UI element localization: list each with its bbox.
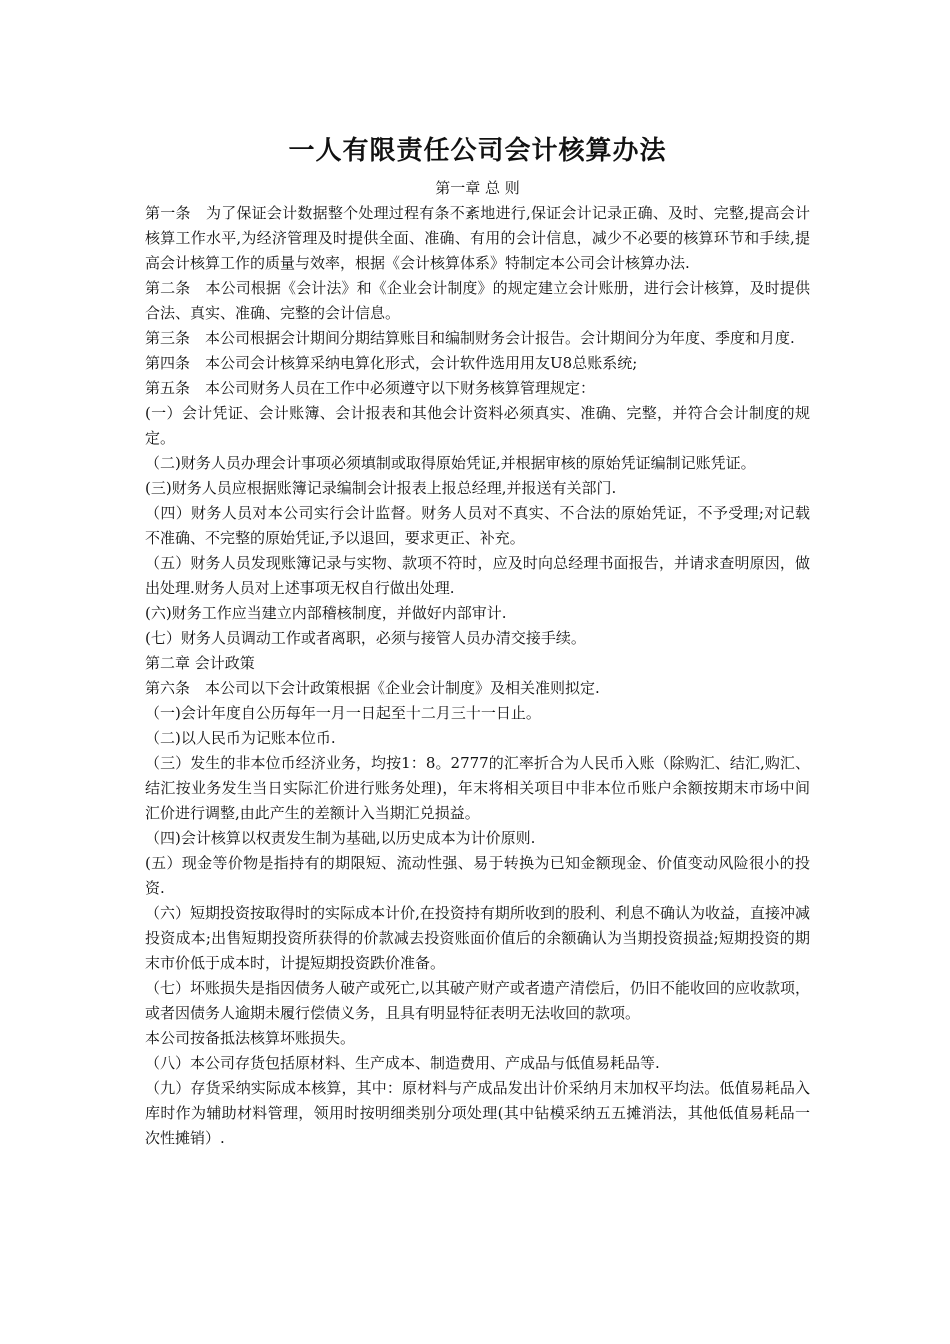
paragraph: 第一条 为了保证会计数据整个处理过程有条不紊地进行,保证会计记录正确、及时、完整,提高会计核算工作水平,为经济管理及时提供全面、准确、有用的会计信息，减少不必要的核算环节和手续,提高会计核算工作的质量与效率，根据《会计核算体系》特制定本公司会计核算办法.: [145, 204, 810, 272]
paragraph: （九）存货采纳实际成本核算，其中：原材料与产成品发出计价采纳月末加权平均法。低值易耗品入库时作为辅助材料管理，领用时按明细类别分项处理(其中钻模采纳五五摊消法，其他低值易耗品一次性摊销）.: [145, 1079, 810, 1147]
paragraph: （七）坏账损失是指因债务人破产或死亡,以其破产财产或者遗产清偿后，仍旧不能收回的应收款项，或者因债务人逾期未履行偿债义务，且具有明显特征表明无法收回的款项。: [145, 979, 810, 1022]
paragraph: 第五条 本公司财务人员在工作中必须遵守以下财务核算管理规定：: [145, 379, 596, 397]
chapter-heading: 第一章 总 则: [435, 179, 520, 197]
document-body: [145, 201, 810, 1151]
paragraph: 本公司按备抵法核算坏账损失。: [145, 1029, 356, 1047]
paragraph: （二)财务人员办理会计事项必须填制或取得原始凭证,并根据审核的原始凭证编制记账凭证。: [145, 454, 756, 472]
paragraph: (一）会计凭证、会计账簿、会计报表和其他会计资料必须真实、准确、完整，并符合会计制度的规定。: [145, 404, 810, 447]
paragraph: （二)以人民币为记账本位币.: [145, 729, 336, 747]
paragraph: （八）本公司存货包括原材料、生产成本、制造费用、产成品与低值易耗品等.: [145, 1054, 660, 1072]
document-page: [145, 128, 810, 1151]
paragraph: 第四条 本公司会计核算采纳电算化形式，会计软件选用用友U8总账系统;: [145, 354, 638, 372]
paragraph: 第二章 会计政策: [145, 654, 255, 672]
paragraph: （四）财务人员对本公司实行会计监督。财务人员对不真实、不合法的原始凭证，不予受理;对记载不准确、不完整的原始凭证,予以退回，要求更正、补充。: [145, 504, 810, 547]
paragraph: 第二条 本公司根据《会计法》和《企业会计制度》的规定建立会计账册，进行会计核算，及时提供合法、真实、准确、完整的会计信息。: [145, 279, 810, 322]
paragraph: （六）短期投资按取得时的实际成本计价,在投资持有期所收到的股利、利息不确认为收益，直接冲减投资成本;出售短期投资所获得的价款减去投资账面价值后的余额确认为当期投资损益;短期投资的期末市价低于成本时，计提短期投资跌价准备。: [145, 904, 810, 972]
paragraph: （四)会计核算以权责发生制为基础,以历史成本为计价原则.: [145, 829, 536, 847]
paragraph: 第六条 本公司以下会计政策根据《企业会计制度》及相关准则拟定.: [145, 679, 600, 697]
paragraph: (三)财务人员应根据账簿记录编制会计报表上报总经理,并报送有关部门.: [145, 479, 617, 497]
paragraph: 第三条 本公司根据会计期间分期结算账目和编制财务会计报告。会计期间分为年度、季度和月度.: [145, 329, 795, 347]
paragraph: （五）财务人员发现账簿记录与实物、款项不符时，应及时向总经理书面报告，并请求查明原因，做出处理.财务人员对上述事项无权自行做出处理.: [145, 554, 810, 597]
document-title: 一人有限责任公司会计核算办法: [288, 136, 667, 166]
paragraph: (六)财务工作应当建立内部稽核制度，并做好内部审计.: [145, 604, 507, 622]
paragraph: （一)会计年度自公历每年一月一日起至十二月三十一日止。: [145, 704, 541, 722]
paragraph: (五）现金等价物是指持有的期限短、流动性强、易于转换为已知金额现金、价值变动风险很小的投资.: [145, 854, 810, 897]
paragraph: （三）发生的非本位币经济业务，均按1：8。2777的汇率折合为人民币入账（除购汇、结汇,购汇、结汇按业务发生当日实际汇价进行账务处理)，年末将相关项目中非本位币账户余额按期末市场中间汇价进行调整,由此产生的差额计入当期汇兑损益。: [145, 754, 810, 822]
paragraph: (七）财务人员调动工作或者离职，必须与接管人员办清交接手续。: [145, 629, 586, 647]
